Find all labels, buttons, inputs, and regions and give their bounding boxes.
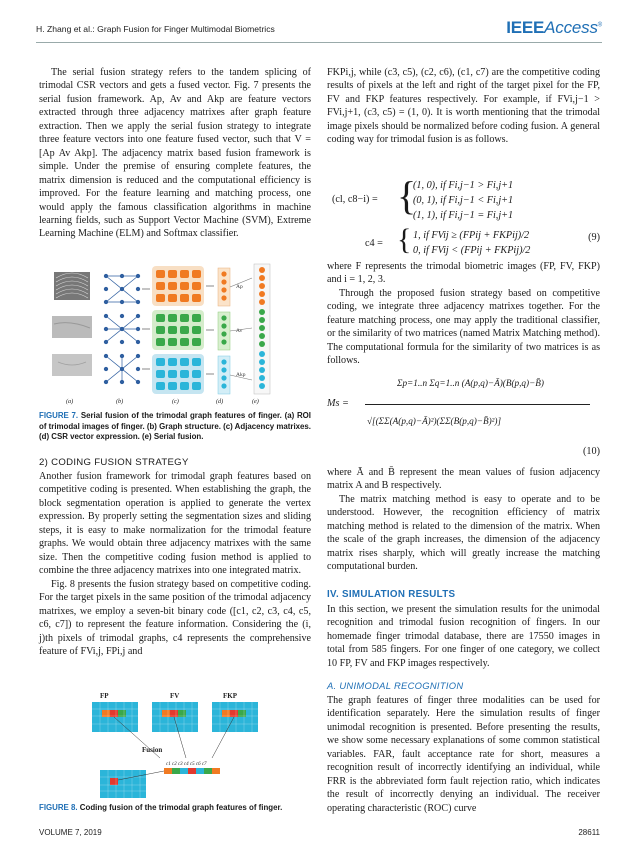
label-akp: Akp	[236, 372, 246, 378]
fv-grid	[152, 702, 198, 732]
eq10-numerator: Σp=1..n Σq=1..n (A(p,q)−Ā)(B(p,q)−B̄)	[397, 378, 544, 388]
eq9-number: (9)	[588, 232, 600, 243]
competitive-coding-paragraph: FKPi,j, while (c3, c5), (c2, c6), (c1, c7) are the competitive coding results of pixels at the left and right of the target pixel for the FP, FV and FKP features respectively. For example, if FVi,j−1 > FVi,j+1, (c3, c5) = (1, 0). It is worth mentioning that the trimodal image pixels should be normalized before coding fusion. A general coding way for trimodal fusion is as follows.	[327, 67, 600, 146]
fig7-caption-text: Serial fusion of the trimodal graph features of finger. (a) ROI of trimodal images of finger. (b) Graph structure. (c) Adjacency matrixes. (d) CSR vector expression. (e) Serial fusion.	[39, 411, 311, 441]
fig7-label-c: (c)	[172, 398, 179, 405]
fig7-label-a: (a)	[66, 398, 74, 405]
fig7-label-e: (e)	[252, 398, 259, 405]
left-paragraph-3	[39, 578, 311, 659]
eq9-case-4: 1, if FVij ≥ (FPij + FKPij)/2	[413, 230, 530, 241]
matching-efficiency-paragraph: The matrix matching method is easy to operate and to be understood. However, the recognition efficiency of matrix matching method is related to the dimension of the matrix. When the scale of the graph increases, the dimension of the adjacency matrix rises sharply, which will greatly increase the matching computational burden.	[327, 494, 600, 573]
right-paragraph-4	[327, 466, 600, 493]
fig8-code-bar	[164, 768, 220, 774]
section-simulation-results-heading: IV. SIMULATION RESULTS	[327, 589, 456, 600]
eq10-number: (10)	[583, 446, 600, 457]
header-rule	[36, 42, 602, 43]
logo-trademark: ®	[597, 22, 602, 29]
eq9-case-2: (0, 1), if Fi,j−1 < Fi,j+1	[413, 195, 514, 206]
fig8-caption-label: FIGURE 8.	[39, 803, 78, 812]
equation-10	[327, 372, 600, 468]
csr-vectors	[218, 268, 230, 394]
fig7-caption-label: FIGURE 7.	[39, 411, 79, 420]
graph-structure-3	[104, 354, 140, 384]
graph-structure-2	[104, 314, 140, 344]
eq9-lhs-1: (cl, c8−i) =	[332, 194, 378, 205]
eq9-case-1: (1, 0), if Fi,j−1 > Fi,j+1	[413, 180, 514, 191]
unimodal-recognition-paragraph: The graph features of finger three modalities can be used for identification separately. Here the simulation results of finger unimodal recognition is presented. Before presenting the results, we show some necessary explanations of some common statistical variables. FAR, fault acceptance rate for short, measures a recognition result of incorrectly identifying an individual, while FRR is the abbreviated form fault rejection ratio, which indicates the result of incorrectly denying an individual. The receiver operating characteristic (ROC) curve	[327, 695, 600, 814]
section-coding-fusion-heading: 2) CODING FUSION STRATEGY	[39, 457, 189, 468]
fkp-grid	[212, 702, 258, 732]
fig7-label-b: (b)	[116, 398, 124, 405]
coding-fusion-paragraph: Another fusion framework for trimodal graph features based on competitive coding is presented. When establishing the graph, the block segmentation operation is applied to generate the vertex expression. By properly setting the segmentation sizes and sliding steps, it is easy to make normalization for the trimodal feature graphs. We would obtain three adjacency matrixes with the same size. Then the competitive coding fusion method is applied to combine the three adjacency matrixes into one integrated matrix.	[39, 471, 311, 577]
serial-fused-vector	[254, 264, 270, 394]
footer-volume: VOLUME 7, 2019	[39, 828, 102, 837]
label-av: Av	[236, 328, 243, 334]
eq10-denominator: √[(ΣΣ(A(p,q)−Ā)²)(ΣΣ(B(p,q)−B̄)²)]	[367, 416, 502, 426]
footer-page-number: 28611	[578, 828, 600, 837]
fp-grid	[92, 702, 138, 732]
matrix-matching-paragraph: Through the proposed fusion strategy based on competitive coding, we integrate three adjacency matrixes together. For the feature matching process, one may apply the traditional classifier, or the similarity of two matrices (named Matrix Matching method). The computational formula for the similarity of two matrices is as follows.	[327, 288, 600, 367]
right-paragraph-1	[327, 66, 600, 147]
eq9-brace-1: {	[397, 173, 417, 218]
ieee-access-logo	[506, 18, 602, 38]
graph-structure-1	[104, 274, 140, 304]
logo-accent: Access	[544, 18, 598, 37]
simulation-intro-paragraph: In this section, we present the simulation results for the unimodal recognition and trimodal fusion recognition of fingers. In our homemade finger trimodal database, there are 17550 images in total from 585 fingers. For one finger of one category, we collect 10 FP, FV and FKP images respectively.	[327, 604, 600, 669]
left-paragraph-1	[39, 66, 311, 241]
subsection-unimodal-heading: A. UNIMODAL RECOGNITION	[327, 680, 464, 691]
left-paragraph-2	[39, 470, 311, 578]
fig8-label-fp: FP	[100, 692, 109, 700]
label-ap: Ap	[236, 284, 243, 290]
eq9-case-5: 0, if FVij < (FPij + FKPij)/2	[413, 245, 531, 256]
right-paragraph-3	[327, 287, 600, 368]
eq10-lhs: Ms =	[327, 398, 349, 409]
right-paragraph-2	[327, 260, 600, 287]
fig8-intro-paragraph: Fig. 8 presents the fusion strategy based on competitive coding. For the target pixels in the same position of the trimodal adjacency matrixes, we employ a seven-bit binary code ([c1, c2, c3, c4, c5, c6, c7]) to represent the feature information. Considering the (i, j)th pixels of trimodal graphs, c4 represents the comprehensive feature of FVi,j, FPi,j and	[39, 579, 311, 658]
right-paragraph-5	[327, 493, 600, 574]
right-paragraph-6	[327, 603, 600, 670]
eq9-brace-2: {	[397, 223, 412, 256]
serial-fusion-paragraph: The serial fusion strategy refers to the tandem splicing of trimodal CSR vectors and gets a fused vector. Fig. 7 presents the serial fusion framework. Ap, Av and Akp are feature vectors extracted through three adjacency matrixes after graph feature extraction. Then we apply the serial fusion strategy to integrate three feature vectors into one feature fused vector, such that V = [Ap Av Akp]. The adjacency matrix based fusion framework is simple. Under the premise of ensuring complete features, the matrix dimension is reduced and the computational efficiency is improved. For the feature learning and matching process, one would apply the famous classification algorithms in machine learning fields, such as Support Vector Machine (SVM), Extreme Learning Machine (ELM) and Softmax classifier.	[39, 67, 311, 240]
fig8-code-label: c1 c2 c3 c4 c5 c6 c7	[166, 762, 207, 767]
equation-9	[327, 173, 600, 256]
fig8-label-fv: FV	[170, 692, 180, 700]
right-paragraph-7	[327, 694, 600, 815]
eq9-lhs-2: c4 =	[365, 238, 383, 249]
fig7-label-d: (d)	[216, 398, 224, 405]
fig8-fusion-label: Fusion	[142, 746, 163, 754]
fig8-caption-text: Coding fusion of the trimodal graph features of finger.	[79, 803, 283, 812]
fig8-label-fkp: FKP	[223, 692, 237, 700]
fused-grid	[100, 770, 146, 798]
where-f-paragraph: where F represents the trimodal biometric images (FP, FV, FKP) and i = 1, 2, 3.	[327, 261, 600, 286]
eq9-case-3: (1, 1), if Fi,j−1 = Fi,j+1	[413, 210, 514, 221]
figure-8-caption	[39, 803, 311, 814]
figure-7-caption	[39, 411, 311, 443]
eq10-fraction-bar	[365, 404, 590, 405]
running-title: H. Zhang et al.: Graph Fusion for Finger Multimodal Biometrics	[36, 24, 275, 34]
figure-7	[46, 258, 308, 406]
figure-8	[90, 690, 270, 802]
mean-values-paragraph: where Ā and B̄ represent the mean values of fusion adjacency matrix A and B respectively.	[327, 467, 600, 492]
adjacency-matrices	[152, 266, 204, 394]
logo-main: IEEE	[506, 18, 545, 37]
